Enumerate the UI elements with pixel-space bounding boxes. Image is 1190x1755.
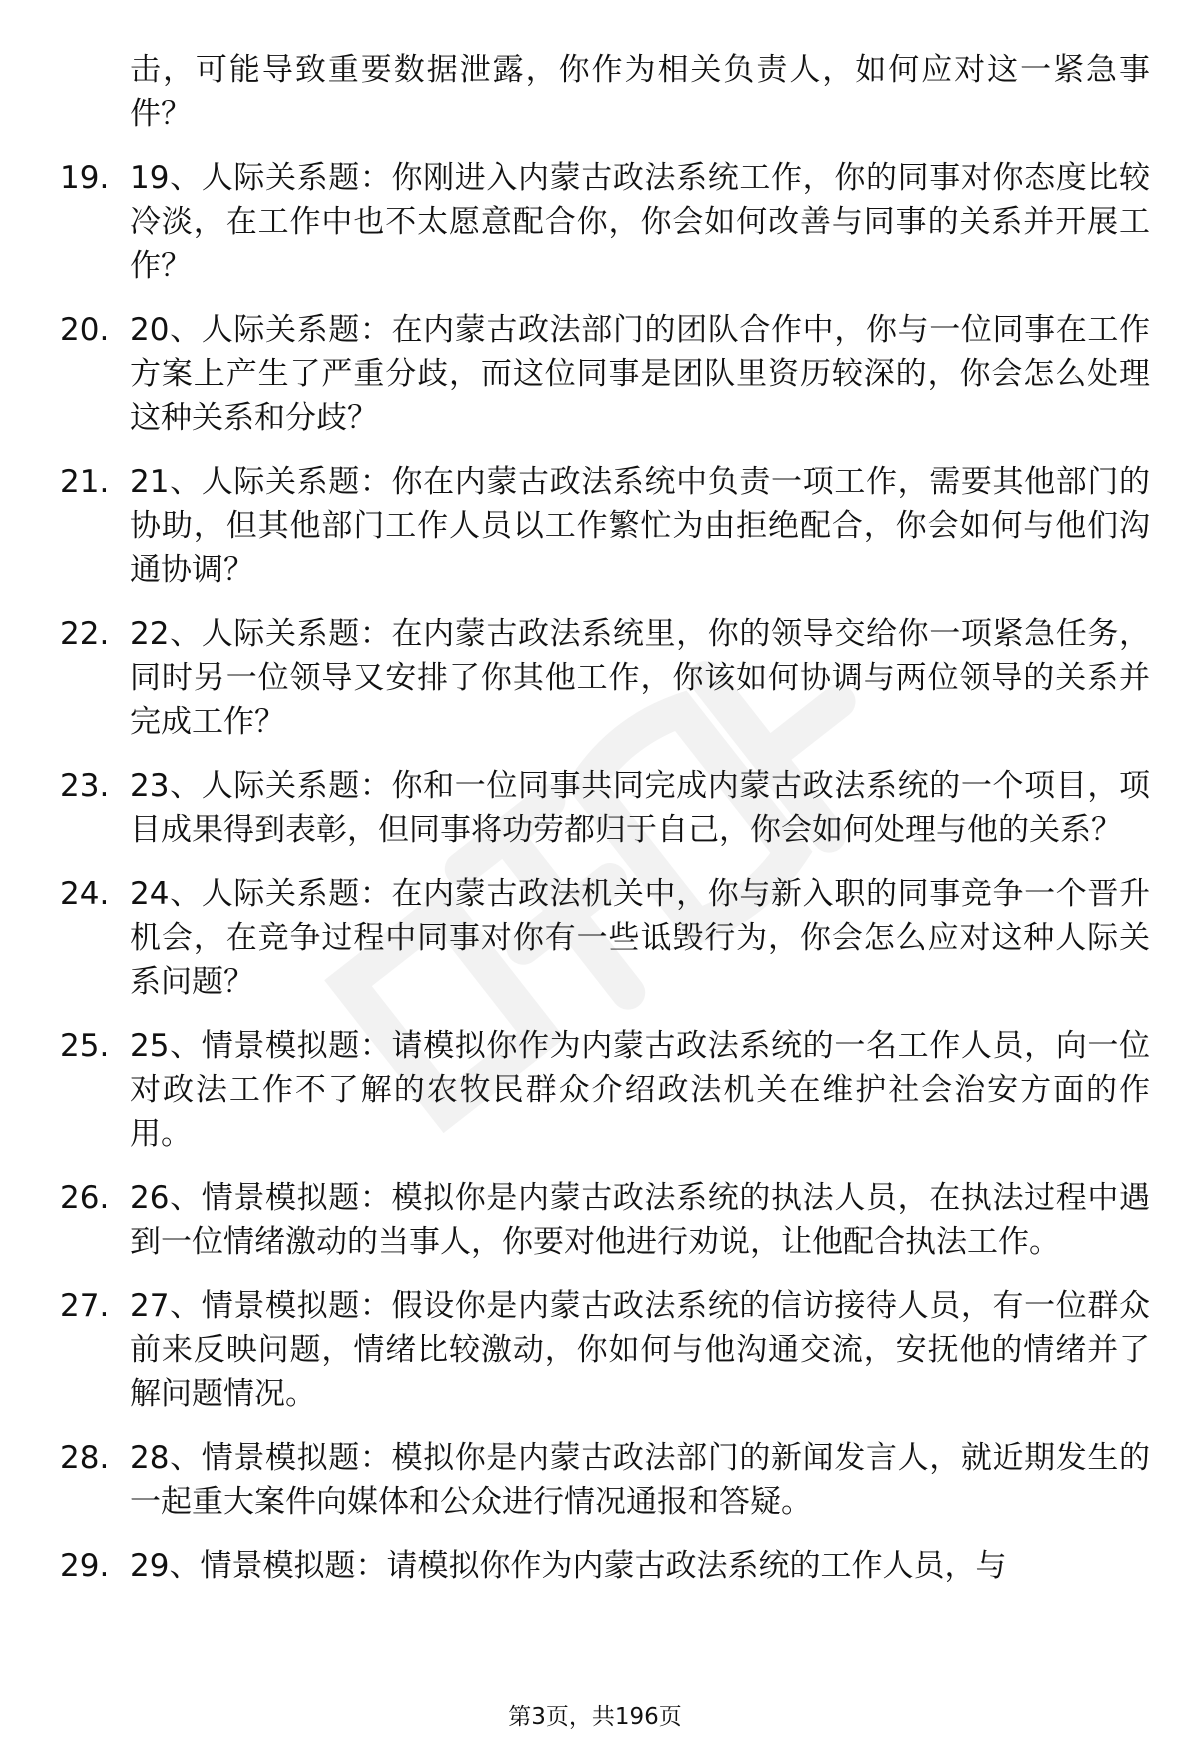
page-footer: 第3页，共196页 [508,1704,682,1730]
item-number: 28. [60,1440,110,1476]
item-text: 20、人际关系题：在内蒙古政法部门的团队合作中，你与一位同事在工作方案上产生了严重分歧，而这位同事是团队里资历较深的，你会怎么处理这种关系和分歧？ [130,312,1150,436]
list-item [60,156,1150,288]
list-item [60,1024,1150,1156]
item-text: 22、人际关系题：在内蒙古政法系统里，你的领导交给你一项紧急任务，同时另一位领导又安排了你其他工作，你该如何协调与两位领导的关系并完成工作？ [130,616,1150,740]
list-item [60,764,1150,852]
item-text: 27、情景模拟题：假设你是内蒙古政法系统的信访接待人员，有一位群众前来反映问题，情绪比较激动，你如何与他沟通交流，安抚他的情绪并了解问题情况。 [130,1288,1150,1412]
item-number: 27. [60,1288,110,1324]
question-list [60,48,1150,1608]
item-number: 23. [60,768,110,804]
item-text: 21、人际关系题：你在内蒙古政法系统中负责一项工作，需要其他部门的协助，但其他部门工作人员以工作繁忙为由拒绝配合，你会如何与他们沟通协调？ [130,464,1150,588]
item-text: 25、情景模拟题：请模拟你作为内蒙古政法系统的一名工作人员，向一位对政法工作不了解的农牧民群众介绍政法机关在维护社会治安方面的作用。 [130,1028,1150,1152]
list-item [60,1284,1150,1416]
list-item [60,1544,1150,1588]
item-number: 25. [60,1028,110,1064]
item-number: 26. [60,1180,110,1216]
list-item [60,460,1150,592]
item-text: 24、人际关系题：在内蒙古政法机关中，你与新入职的同事竞争一个晋升机会，在竞争过程中同事对你有一些诋毁行为，你会怎么应对这种人际关系问题？ [130,876,1150,1000]
list-item [60,48,1150,136]
list-item [60,1176,1150,1264]
item-number: 21. [60,464,110,500]
list-item [60,1436,1150,1524]
item-number: 29. [60,1548,110,1584]
list-item [60,308,1150,440]
item-text: 19、人际关系题：你刚进入内蒙古政法系统工作，你的同事对你态度比较冷淡，在工作中也不太愿意配合你，你会如何改善与同事的关系并开展工作？ [130,160,1150,284]
item-text: 击，可能导致重要数据泄露，你作为相关负责人，如何应对这一紧急事件？ [130,52,1150,132]
item-number: 22. [60,616,110,652]
item-number: 19. [60,160,110,196]
list-item [60,872,1150,1004]
list-item [60,612,1150,744]
item-number: 24. [60,876,110,912]
item-number: 20. [60,312,110,348]
item-text: 26、情景模拟题：模拟你是内蒙古政法系统的执法人员，在执法过程中遇到一位情绪激动的当事人，你要对他进行劝说，让他配合执法工作。 [130,1180,1150,1260]
item-text: 23、人际关系题：你和一位同事共同完成内蒙古政法系统的一个项目，项目成果得到表彰，但同事将功劳都归于自己，你会如何处理与他的关系？ [130,768,1150,848]
item-text: 28、情景模拟题：模拟你是内蒙古政法部门的新闻发言人，就近期发生的一起重大案件向媒体和公众进行情况通报和答疑。 [130,1440,1150,1520]
item-text: 29、情景模拟题：请模拟你作为内蒙古政法系统的工作人员，与 [130,1548,1007,1584]
